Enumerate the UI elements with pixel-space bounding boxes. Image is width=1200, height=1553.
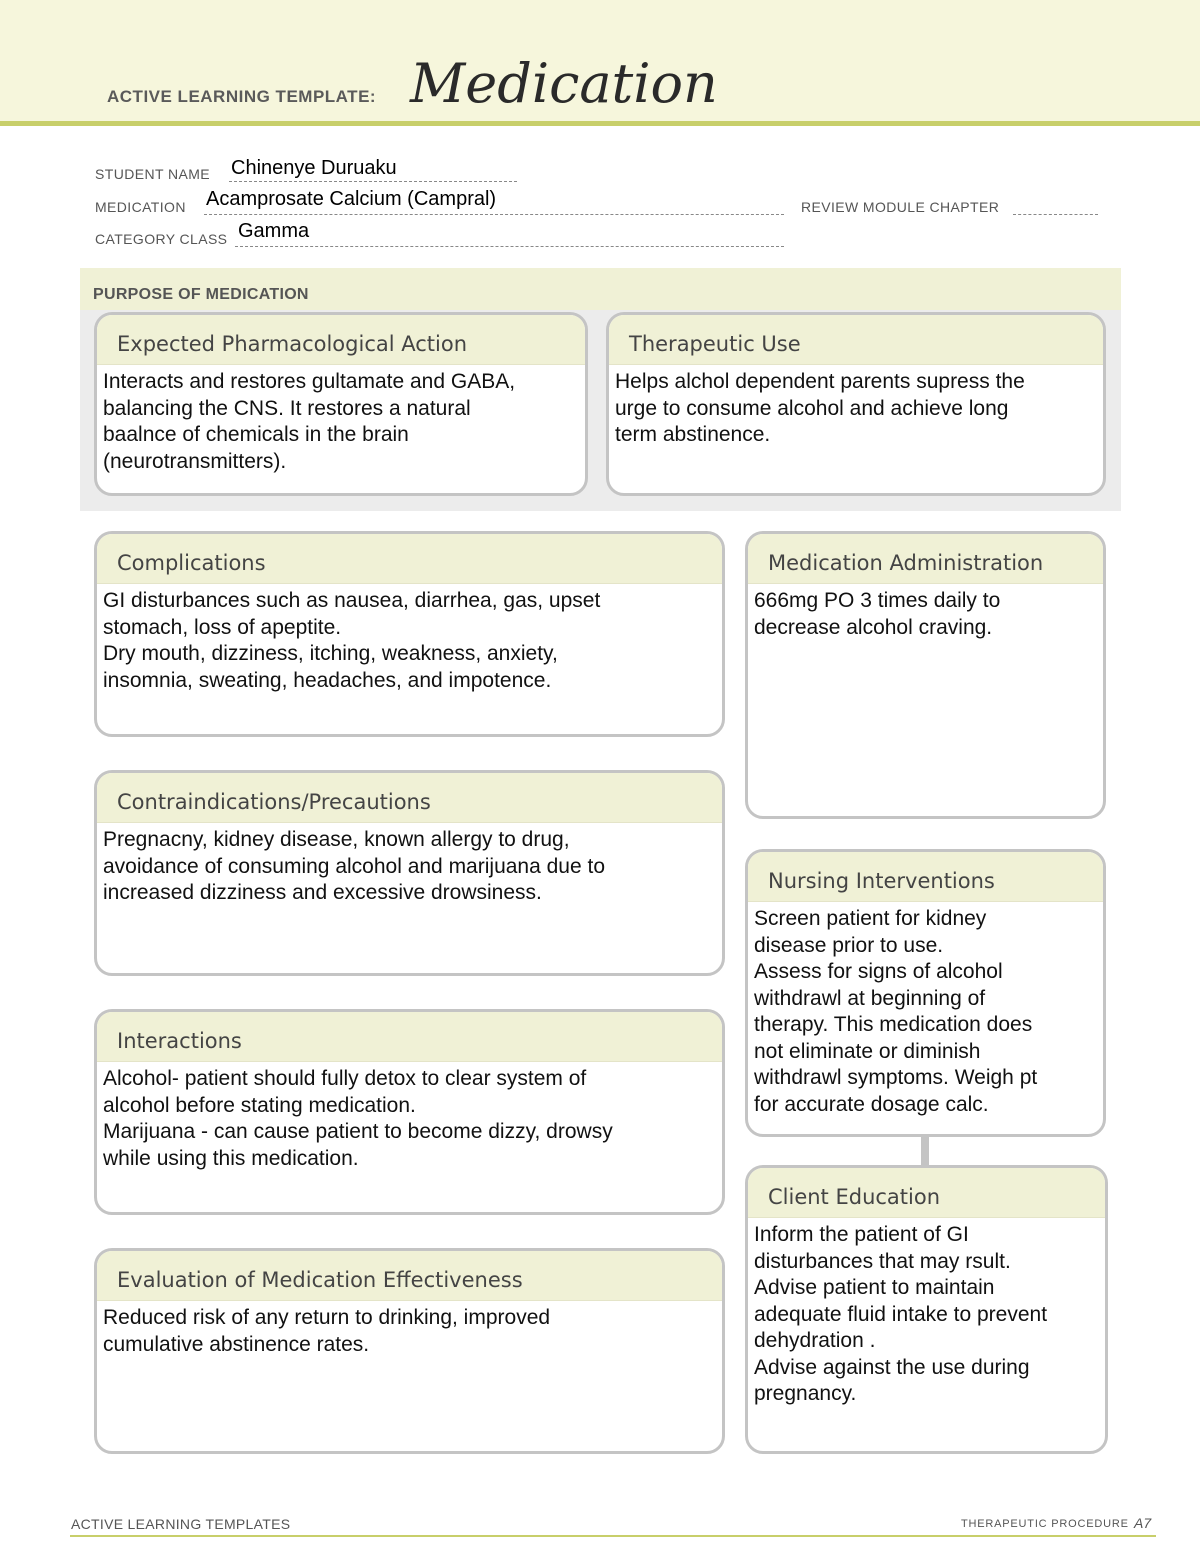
interactions-box[interactable]: [94, 1009, 725, 1215]
template-label: ACTIVE LEARNING TEMPLATE:: [107, 87, 377, 106]
purpose-label: PURPOSE OF MEDICATION: [93, 286, 309, 303]
complications-box[interactable]: [94, 531, 725, 737]
nursing-interventions-title: Nursing Interventions: [748, 852, 1103, 902]
contraindications-body: Pregnacny, kidney disease, known allergy to drug, avoidance of consuming alcohol and marijuana due to increased dizziness and excessive drowsiness.: [103, 828, 606, 904]
review-module-underline: [1013, 214, 1098, 215]
contraindications-box[interactable]: [94, 770, 725, 976]
complications-title: Complications: [97, 534, 722, 584]
expected-action-box[interactable]: [94, 312, 588, 496]
header-divider: [0, 121, 1200, 126]
medication-administration-title: Medication Administration: [748, 534, 1103, 584]
footer-template-name: ACTIVE LEARNING TEMPLATES: [71, 1516, 291, 1532]
nursing-interventions-box[interactable]: [745, 849, 1106, 1137]
interactions-body: Alcohol- patient should fully detox to clear system of alcohol before stating medication. Marijuana - can cause patient to become dizzy, drowsy while using this medication.: [103, 1067, 613, 1170]
therapeutic-use-body: Helps alchol dependent parents supress the urge to consume alcohol and achieve long term abstinence.: [615, 370, 1025, 446]
expected-action-body: Interacts and restores gultamate and GABA, balancing the CNS. It restores a natural baalnce of chemicals in the brain (neurotransmitters).: [103, 370, 516, 473]
category-class-label: CATEGORY CLASS: [95, 231, 228, 247]
therapeutic-use-title: Therapeutic Use: [609, 315, 1103, 365]
client-education-title: Client Education: [748, 1168, 1105, 1218]
expected-action-title: Expected Pharmacological Action: [97, 315, 585, 365]
medication-administration-body: 666mg PO 3 times daily to decrease alcohol craving.: [754, 589, 1001, 639]
box-connector: [921, 1135, 929, 1167]
complications-body: GI disturbances such as nausea, diarrhea, gas, upset stomach, loss of apeptite. Dry mouth, dizziness, itching, weakness, anxiety, insomnia, sweating, headaches, and impotence.: [103, 589, 601, 692]
footer-section-name: THERAPEUTIC PROCEDURE: [961, 1518, 1129, 1530]
evaluation-box[interactable]: [94, 1248, 725, 1454]
evaluation-title: Evaluation of Medication Effectiveness: [97, 1251, 722, 1301]
student-name-value: Chinenye Duruaku: [231, 157, 397, 179]
medication-label: MEDICATION: [95, 199, 186, 215]
student-name-underline: [229, 181, 517, 182]
medication-administration-box[interactable]: [745, 531, 1106, 819]
contraindications-title: Contraindications/Precautions: [97, 773, 722, 823]
footer-divider: [70, 1535, 1156, 1537]
interactions-title: Interactions: [97, 1012, 722, 1062]
category-class-field[interactable]: [95, 231, 227, 249]
page-title: Medication: [410, 52, 718, 115]
medication-underline: [204, 214, 784, 215]
nursing-interventions-body: Screen patient for kidney disease prior to use. Assess for signs of alcohol withdrawl at beginning of therapy. This medication does not eliminate or diminish withdrawl symptoms. Weigh pt for accurate dosage calc.: [754, 907, 1038, 1116]
review-module-field[interactable]: [801, 199, 999, 217]
therapeutic-use-box[interactable]: [606, 312, 1106, 496]
footer-page-number: A7: [1134, 1515, 1152, 1531]
category-class-underline: [235, 246, 784, 247]
medication-value: Acamprosate Calcium (Campral): [206, 188, 497, 210]
review-module-label: REVIEW MODULE CHAPTER: [801, 199, 1000, 215]
student-name-field[interactable]: [95, 166, 210, 184]
medication-field[interactable]: [95, 199, 186, 217]
evaluation-body: Reduced risk of any return to drinking, improved cumulative abstinence rates.: [103, 1306, 551, 1356]
client-education-body: Inform the patient of GI disturbances that may rsult. Advise patient to maintain adequate fluid intake to prevent dehydration . Advise against the use during pregnancy.: [754, 1223, 1048, 1405]
category-class-value: Gamma: [238, 220, 310, 242]
student-name-label: STUDENT NAME: [95, 166, 210, 182]
client-education-box[interactable]: [745, 1165, 1108, 1454]
